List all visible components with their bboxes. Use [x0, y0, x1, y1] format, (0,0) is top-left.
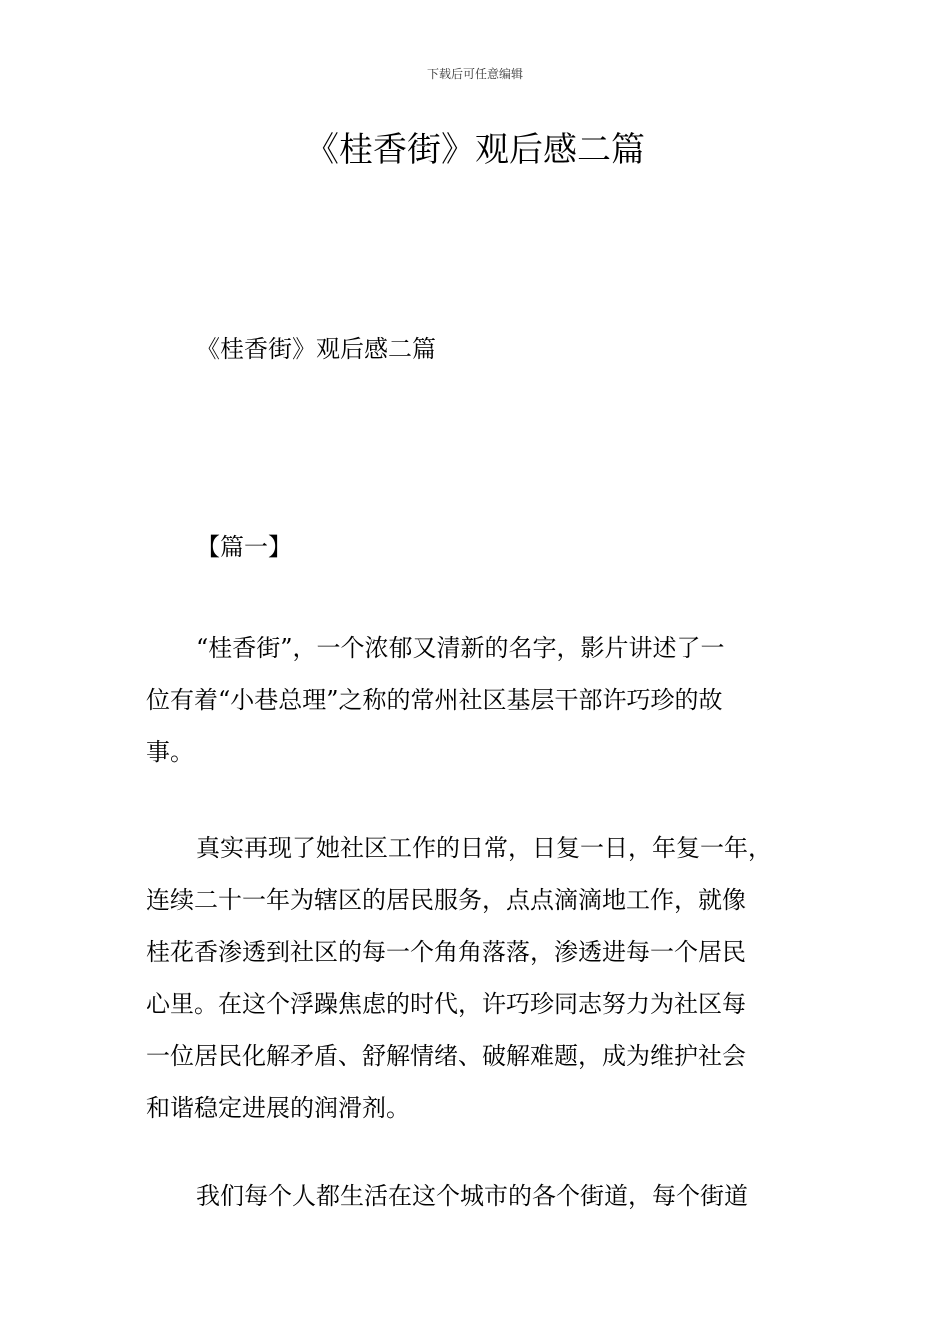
paragraph-line: 一位居民化解矛盾、舒解情绪、破解难题，成为维护社会 — [146, 1042, 746, 1070]
paragraph-3 — [146, 1170, 816, 1222]
header-note: 下载后可任意编辑 — [426, 67, 523, 81]
paragraph-line: “桂香街”，一个浓郁又清新的名字，影片讲述了一 — [196, 634, 725, 662]
paragraph-1 — [146, 622, 816, 778]
document-subtitle: 《桂香街》观后感二篇 — [196, 335, 436, 363]
section-label: 【篇一】 — [196, 533, 292, 561]
paragraph-line: 和谐稳定进展的润滑剂。 — [146, 1094, 410, 1122]
document-title: 《桂香街》观后感二篇 — [305, 130, 645, 170]
paragraph-line: 位有着“小巷总理”之称的常州社区基层干部许巧珍的故 — [146, 686, 723, 714]
paragraph-line: 真实再现了她社区工作的日常，日复一日，年复一年， — [196, 834, 772, 862]
paragraph-line: 桂花香渗透到社区的每一个角角落落，渗透进每一个居民 — [146, 938, 746, 966]
paragraph-line: 事。 — [146, 738, 194, 766]
paragraph-2 — [146, 822, 816, 1134]
paragraph-line: 我们每个人都生活在这个城市的各个街道，每个街道 — [196, 1182, 748, 1210]
paragraph-line: 连续二十一年为辖区的居民服务，点点滴滴地工作，就像 — [146, 886, 746, 914]
paragraph-line: 心里。在这个浮躁焦虑的时代，许巧珍同志努力为社区每 — [146, 990, 746, 1018]
